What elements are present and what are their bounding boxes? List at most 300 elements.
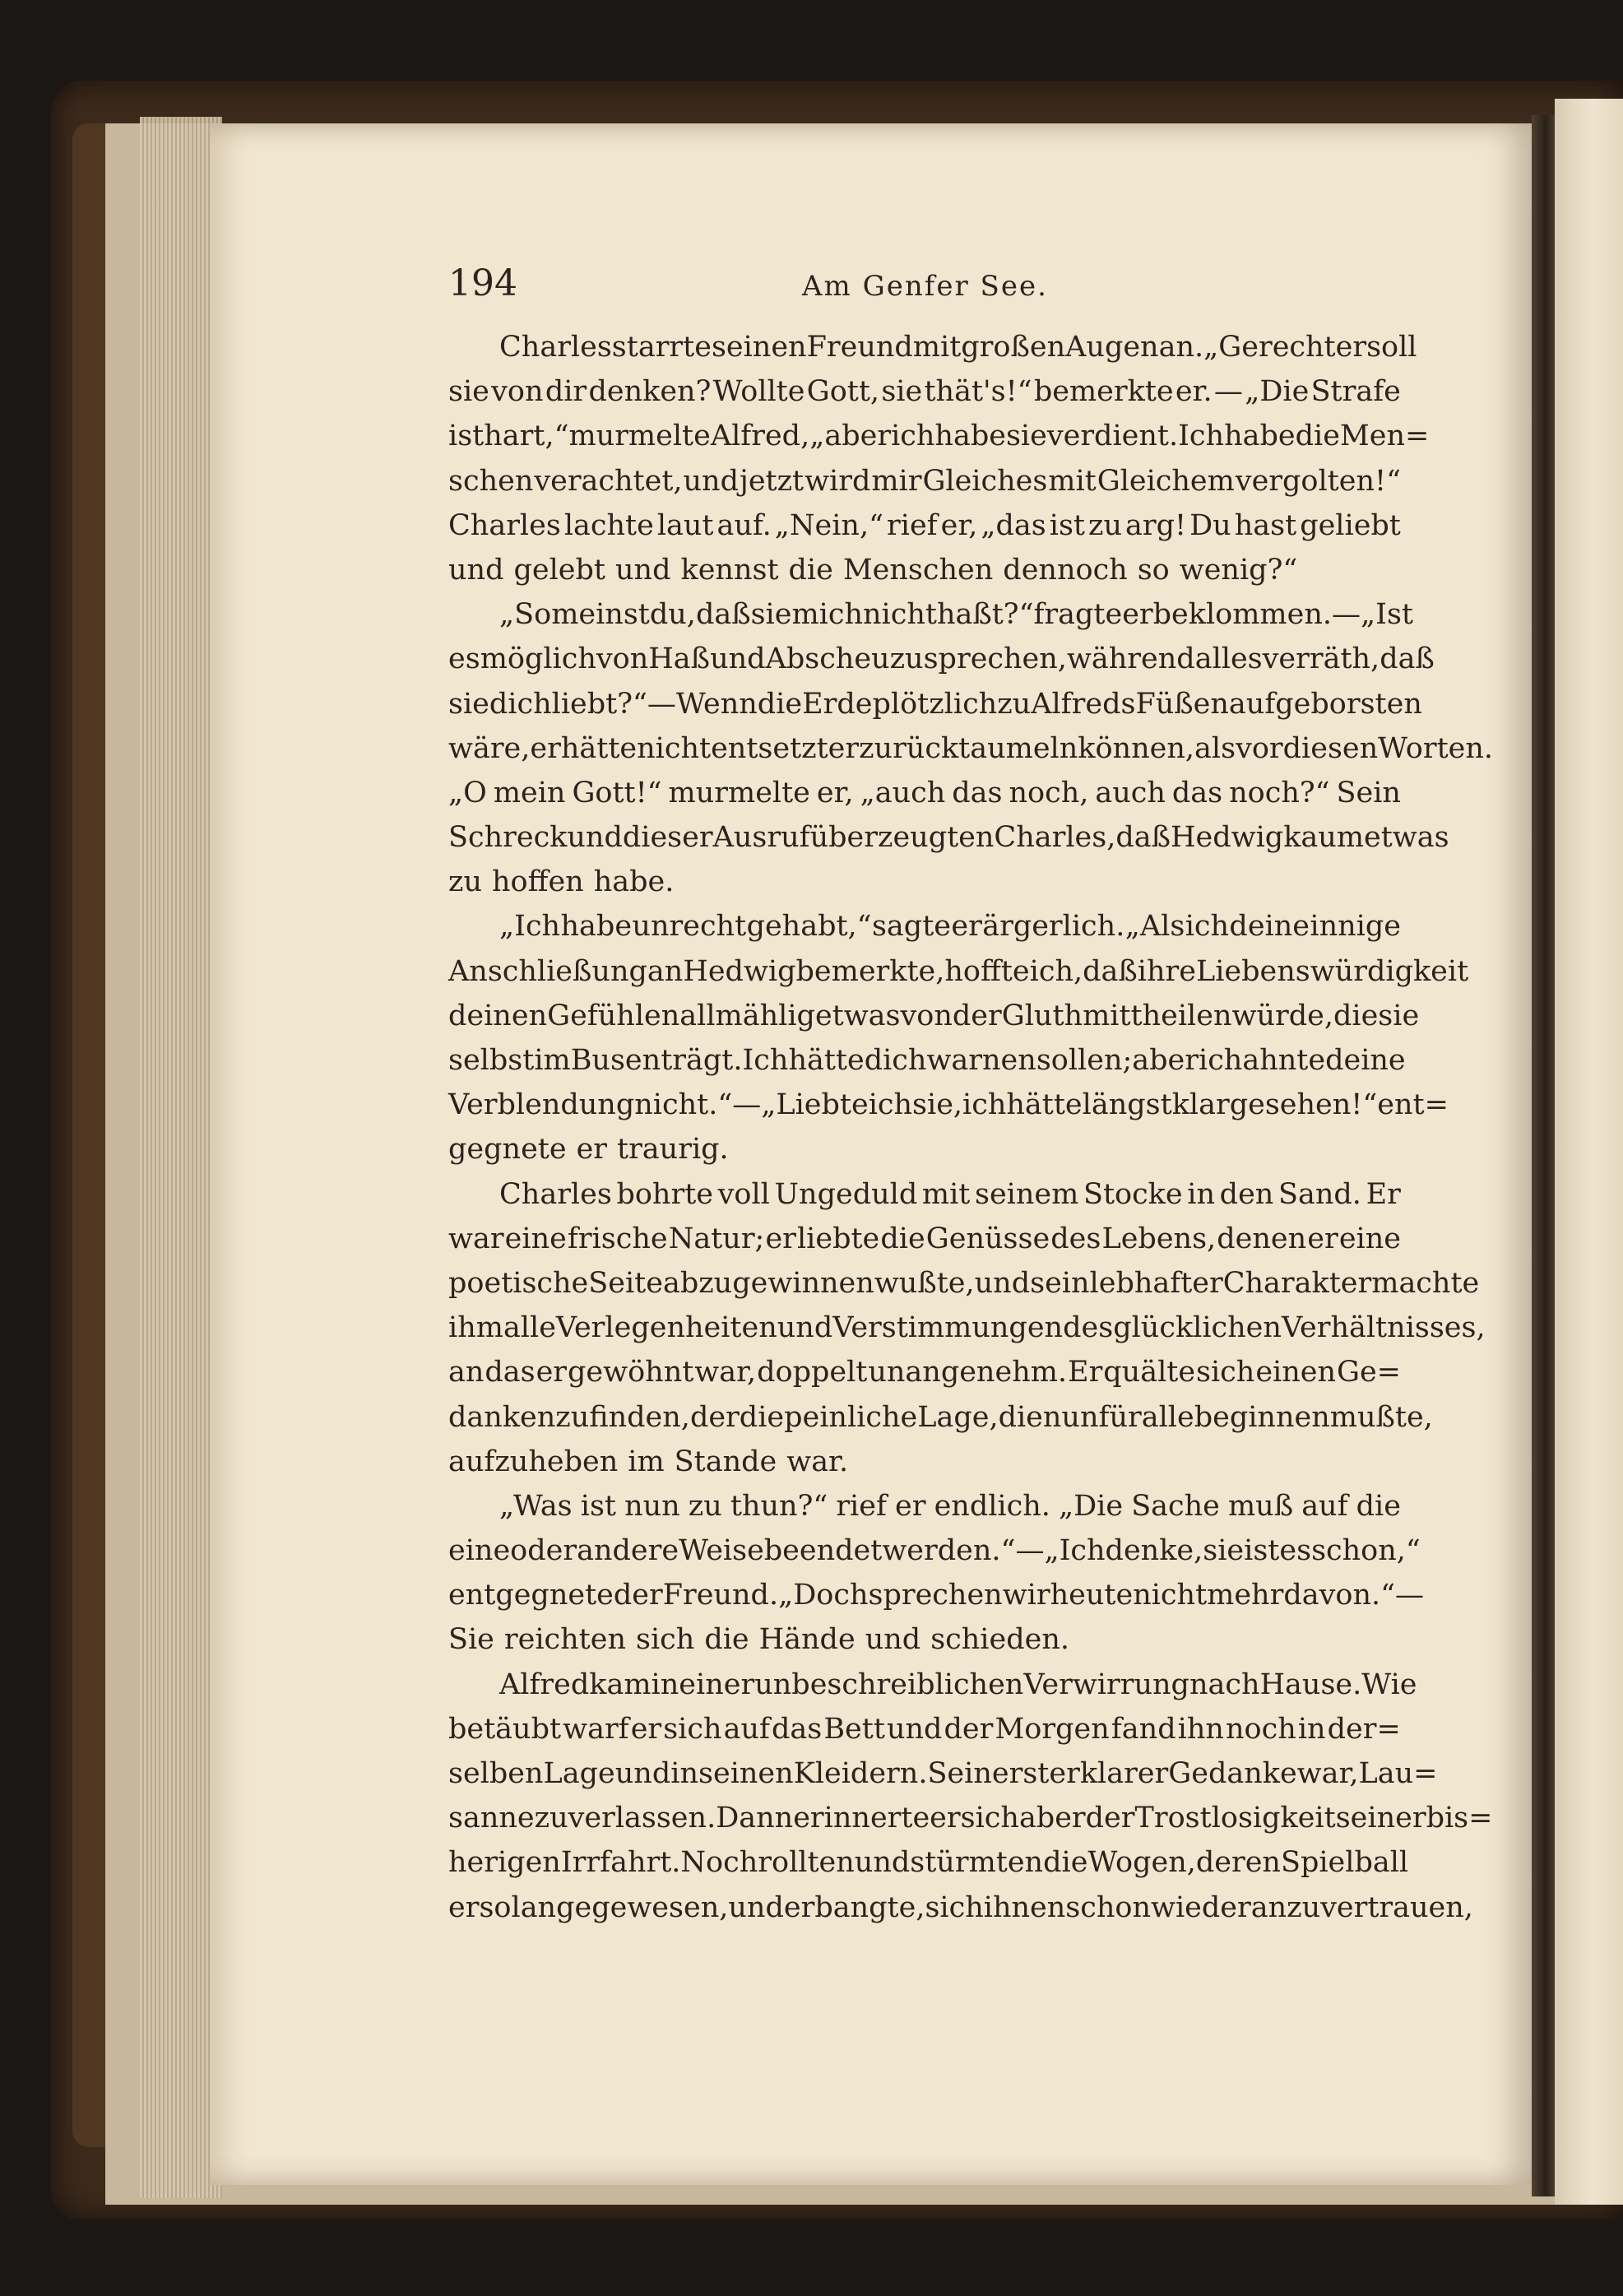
text-word: sie [448, 687, 489, 721]
text-word: hätte [560, 731, 638, 765]
text-word: „aber [809, 420, 892, 453]
text-word: lachte [563, 508, 654, 542]
text-word: warf [563, 1712, 629, 1746]
text-word: Liebenswürdigkeit [1195, 954, 1469, 988]
text-word: Sache [1131, 1489, 1220, 1523]
text-word: noch [1226, 1712, 1296, 1746]
text-word: seinen [698, 1757, 794, 1790]
text-word: sagte [871, 910, 951, 944]
text-word: Wie [1361, 1667, 1417, 1701]
text-line [448, 1172, 1401, 1217]
text-word: Ich [742, 1044, 789, 1077]
text-word: er [1307, 1222, 1338, 1255]
text-word: ist [580, 1489, 616, 1523]
running-title: Am Genfer See. [802, 270, 1048, 303]
text-word: vor [1236, 731, 1283, 765]
text-word: in [651, 1667, 679, 1701]
text-word: starrte [611, 331, 712, 364]
text-word: schieden. [930, 1623, 1069, 1657]
text-word: ahnte [1242, 1044, 1326, 1077]
text-word: Morgen [995, 1712, 1110, 1746]
text-word: ihre [1137, 954, 1196, 988]
text-word: dennoch [1003, 553, 1128, 587]
text-word: die [998, 1400, 1043, 1434]
text-line [448, 1306, 1486, 1350]
text-word: zu [889, 642, 924, 676]
text-word: habe [560, 910, 633, 944]
text-word: Wogen, [1087, 1846, 1196, 1880]
text-word: verräth, [1262, 642, 1380, 676]
text-word: Er [1366, 1177, 1401, 1211]
text-word: mich [791, 598, 863, 632]
text-word: möglich [480, 642, 596, 676]
text-word: auf [723, 1712, 770, 1746]
text-word: das [485, 1356, 536, 1389]
text-word: mittheilen [1083, 999, 1232, 1032]
text-word: er [895, 1489, 926, 1523]
text-word: vergolten!“ [1235, 464, 1401, 498]
text-line [448, 1440, 1401, 1484]
text-word: Bett [823, 1712, 885, 1746]
text-word: sprechen, [923, 642, 1067, 676]
text-word: aber [1132, 1044, 1199, 1077]
text-word: Charles [499, 331, 612, 364]
text-word: können, [1078, 731, 1195, 765]
text-word: Irrfahrt. [560, 1846, 681, 1880]
text-word: einer [679, 1667, 755, 1701]
text-word: wird [805, 464, 871, 498]
text-word: geliebt [1300, 508, 1401, 542]
text-word: mein [493, 776, 566, 809]
text-word: machte [1371, 1266, 1480, 1300]
text-word: Verwirrung [1023, 1667, 1189, 1701]
text-word: Schreck [448, 821, 568, 855]
text-word: rollten [758, 1846, 855, 1880]
text-line [448, 592, 1413, 637]
text-word: war [448, 1222, 504, 1255]
text-word: andere [577, 1534, 679, 1568]
text-line [448, 325, 1417, 369]
text-word: endlich. [934, 1489, 1050, 1523]
text-word: Verhältnisses, [1281, 1311, 1486, 1345]
text-word: danken [448, 1400, 556, 1434]
text-word: an. [1158, 331, 1204, 364]
text-word: voll [717, 1177, 770, 1211]
text-word: er, [816, 776, 854, 809]
text-word: fragte [1033, 598, 1123, 632]
text-word: die [739, 1400, 785, 1434]
text-line [448, 548, 1401, 592]
text-word: — [1015, 1534, 1045, 1568]
text-word: die [880, 1222, 925, 1255]
text-word: es [448, 642, 480, 676]
text-word: Strafe [1310, 375, 1401, 409]
text-word: seiner [1335, 1802, 1426, 1835]
text-word: die [788, 553, 833, 587]
text-word: in [1187, 1177, 1216, 1211]
text-word: schon [1065, 1890, 1152, 1924]
text-line [448, 815, 1449, 860]
text-word: „Doch [778, 1579, 869, 1612]
text-word: Du [1189, 508, 1231, 542]
text-word: nun [624, 1489, 680, 1523]
text-word: liebt?“ [551, 687, 647, 721]
text-word: wußte, [874, 1266, 975, 1300]
text-word: „Ich [1044, 1534, 1106, 1568]
text-word: mir [871, 464, 922, 498]
text-word: war. [786, 1445, 849, 1478]
text-word: Genüsse [925, 1222, 1050, 1255]
text-word: ihm [448, 1311, 503, 1345]
text-word: Men= [1339, 420, 1430, 453]
text-word: die [704, 1623, 749, 1657]
text-word: hast [1234, 508, 1297, 542]
text-word: thun?“ [730, 1489, 828, 1523]
text-word: aufgeborsten [1228, 687, 1422, 721]
text-word: dich [489, 687, 552, 721]
text-word: arg! [1125, 508, 1187, 542]
text-word: Wollte [712, 375, 805, 409]
text-word: nicht [863, 598, 937, 632]
text-word: Spielball [1280, 1846, 1409, 1880]
text-word: seinem [975, 1177, 1079, 1211]
text-word: sie [750, 598, 792, 632]
text-word: — [1213, 375, 1243, 409]
text-word: zu [1088, 508, 1122, 542]
text-word: und [567, 821, 623, 855]
text-word: diesen [1282, 731, 1379, 765]
text-word: Dann [716, 1802, 794, 1835]
text-word: Lau= [1358, 1757, 1438, 1790]
text-word: traurig. [617, 1133, 729, 1167]
text-word: Hedwig [683, 954, 796, 988]
text-word: Weise [679, 1534, 764, 1568]
text-word: fand [1111, 1712, 1176, 1746]
text-word: Menschen [842, 553, 994, 587]
text-word: davon.“ [1283, 1579, 1396, 1612]
text-word: gewesen, [591, 1890, 729, 1924]
text-word: innige [1310, 910, 1401, 944]
text-word: — [732, 1088, 762, 1122]
text-word: die [757, 687, 803, 721]
text-word: Alfred [499, 1667, 590, 1701]
text-word: und [854, 1846, 911, 1880]
text-word: nicht [637, 731, 712, 765]
text-word: daß [1115, 821, 1171, 855]
text-word: gelebt [513, 553, 605, 587]
text-word: es [1279, 1534, 1312, 1568]
text-word: mit [912, 331, 962, 364]
text-word: dieser [622, 821, 713, 855]
text-word: ent= [1377, 1088, 1449, 1122]
text-word: aufzuheben [448, 1445, 619, 1478]
text-word: bangte, [814, 1890, 925, 1924]
text-word: Sand. [1278, 1177, 1361, 1211]
text-word: für [1098, 1400, 1142, 1434]
text-word: und [974, 1266, 1031, 1300]
text-word: entsetzter [711, 731, 860, 765]
text-word: selben [448, 1757, 544, 1790]
running-head [448, 259, 1401, 308]
text-word: frische [567, 1222, 668, 1255]
text-word: etwas [1364, 821, 1449, 855]
text-word: murmelte [668, 776, 810, 809]
text-line [448, 1217, 1401, 1261]
text-word: von [491, 375, 544, 409]
text-word: sein [1030, 1266, 1090, 1300]
text-word: sich [636, 1623, 695, 1657]
text-word: denen [1217, 1222, 1307, 1255]
text-word: laut [656, 508, 714, 542]
text-word: zu [688, 1489, 722, 1523]
text-line [448, 1707, 1401, 1751]
text-word: die [1043, 1846, 1088, 1880]
text-word: „Die [1245, 375, 1310, 409]
text-word: ich [868, 1088, 913, 1122]
text-word: wieder [1151, 1890, 1251, 1924]
text-word: alle [1141, 1400, 1194, 1434]
text-word: Worten. [1378, 731, 1494, 765]
text-word: ihnen [983, 1890, 1066, 1924]
text-line [448, 503, 1401, 548]
text-word: thät's!“ [924, 375, 1032, 409]
text-word: „Gerechter [1203, 331, 1367, 364]
text-word: deinen [448, 999, 548, 1032]
text-word: als [1194, 731, 1236, 765]
text-word: Verstimmungen [832, 1311, 1064, 1345]
text-word: Wenn [675, 687, 758, 721]
text-word: Freund [806, 331, 913, 364]
text-word: Trostlosigkeit [1134, 1802, 1336, 1835]
text-word: auf [1301, 1489, 1348, 1523]
text-word: Kleidern. [793, 1757, 928, 1790]
text-word: der= [1327, 1712, 1401, 1746]
text-word: reichten [503, 1623, 626, 1657]
text-word: plötzlich [872, 687, 998, 721]
text-word: nicht.“ [634, 1088, 733, 1122]
text-word: „So [499, 598, 552, 632]
text-word: unangenehm. [868, 1356, 1068, 1389]
text-word: einen [1255, 1356, 1337, 1389]
text-word: sie [1005, 420, 1047, 453]
text-word: das [772, 1712, 823, 1746]
text-word: Charles, [994, 821, 1116, 855]
text-word: Lage [543, 1757, 615, 1790]
text-word: „Ich [499, 910, 561, 944]
text-word: wenig?“ [1179, 553, 1298, 587]
text-line [448, 860, 1401, 904]
text-word: betäubt [448, 1712, 562, 1746]
text-word: beendet [763, 1534, 883, 1568]
text-word: auf. [716, 508, 772, 542]
text-word: sich [925, 1890, 984, 1924]
text-word: sprechen [868, 1579, 1003, 1612]
text-word: Hedwig [1171, 821, 1284, 855]
text-word: Ge= [1336, 1356, 1401, 1389]
text-word: alles [1194, 642, 1263, 676]
text-word: Ausruf [712, 821, 810, 855]
cover-edge [72, 123, 105, 2147]
text-word: du, [649, 598, 696, 632]
text-word: Alfreds [1031, 687, 1136, 721]
text-word: etwas [814, 999, 901, 1032]
text-word: Busen [570, 1044, 661, 1077]
text-word: quälte [1103, 1356, 1196, 1389]
text-word: großen [961, 331, 1066, 364]
text-word: ist [1244, 1534, 1280, 1568]
text-word: „auch [860, 776, 946, 809]
text-line [448, 771, 1401, 815]
text-word: selbst [448, 1044, 535, 1077]
text-word: „Was [499, 1489, 573, 1523]
text-word: nicht [1133, 1579, 1208, 1612]
text-word: aber [1018, 1802, 1086, 1835]
text-word: abzugewinnen [662, 1266, 874, 1300]
text-word: — [1395, 1579, 1425, 1612]
text-word: Natur; [668, 1222, 765, 1255]
text-word: den [1219, 1177, 1274, 1211]
text-word: das [952, 776, 1003, 809]
text-line [448, 1886, 1473, 1930]
text-word: hätte [788, 1044, 865, 1077]
text-word: beklommen. [1152, 598, 1333, 632]
text-line [448, 1127, 1401, 1171]
text-word: jetzt [739, 464, 805, 498]
text-word: die [1295, 420, 1340, 453]
text-word: „das [981, 508, 1046, 542]
text-word: er [1122, 598, 1153, 632]
text-word: kennst [680, 553, 779, 587]
text-word: hätte [1006, 1088, 1083, 1122]
text-word: Hause. [1259, 1667, 1362, 1701]
text-word: so [479, 1890, 512, 1924]
text-word: trägt. [661, 1044, 743, 1077]
text-word: würde, [1231, 999, 1333, 1032]
text-word: ich, [1029, 954, 1083, 988]
text-word: denken? [588, 375, 712, 409]
text-word: murmelte [568, 420, 711, 453]
text-word: Lage, [917, 1400, 999, 1434]
text-word: gegnete [448, 1133, 567, 1167]
text-word: verachtet, [534, 464, 683, 498]
text-line [448, 459, 1401, 503]
text-word: auch [1095, 776, 1166, 809]
text-word: liebte [796, 1222, 880, 1255]
text-word: sich [663, 1712, 722, 1746]
text-line [448, 1484, 1401, 1528]
text-word: überzeugten [809, 821, 995, 855]
text-word: werden.“ [882, 1534, 1016, 1568]
text-line [448, 904, 1401, 949]
text-word: er [448, 1890, 480, 1924]
text-word: oder [510, 1534, 577, 1568]
text-word: Verlegenheiten [555, 1311, 777, 1345]
text-word: Charakter [1222, 1266, 1372, 1300]
text-word: er [536, 1356, 568, 1389]
text-word: ich [891, 420, 935, 453]
text-word: Augen [1065, 331, 1159, 364]
text-word: die [1356, 1489, 1401, 1523]
text-word: herigen [448, 1846, 561, 1880]
text-word: Gott, [806, 375, 880, 409]
text-word: bemerkte [1033, 375, 1174, 409]
text-word: er, [940, 508, 978, 542]
text-word: kaum [1283, 821, 1365, 855]
text-line [448, 1663, 1417, 1707]
text-word: heute [1050, 1579, 1134, 1612]
text-word: Gluth [1001, 999, 1083, 1032]
text-word: rief [887, 508, 938, 542]
text-word: seinen [711, 331, 807, 364]
text-word: Gleichem [1097, 464, 1235, 498]
text-word: — [647, 687, 676, 721]
text-word: und [886, 1712, 943, 1746]
text-word: zu [555, 1400, 590, 1434]
text-word: ist [448, 420, 485, 453]
text-word: deine [1229, 910, 1310, 944]
text-word: der [1085, 1802, 1135, 1835]
text-word: ärgerlich. [982, 910, 1125, 944]
text-word: Ich [1178, 420, 1225, 453]
text-word: lebhafter [1089, 1266, 1223, 1300]
text-word: sie [881, 375, 923, 409]
text-word: nach [1189, 1667, 1260, 1701]
text-word: habe [1224, 420, 1296, 453]
text-line [448, 1528, 1421, 1573]
text-word: kam [589, 1667, 652, 1701]
text-word: schon,“ [1311, 1534, 1421, 1568]
text-word: und [710, 642, 766, 676]
text-word: glücklichen [1113, 1311, 1282, 1345]
text-word: bohrte [616, 1177, 713, 1211]
text-word: der [952, 999, 1002, 1032]
text-word: Freund. [662, 1579, 779, 1612]
text-word: war, [694, 1356, 757, 1389]
text-word: und [777, 1311, 833, 1345]
text-word: die [1333, 999, 1379, 1032]
text-word: Hände [758, 1623, 856, 1657]
facing-page-edge [1555, 99, 1623, 2205]
text-word: Stande [674, 1445, 777, 1478]
text-word: Abscheu [765, 642, 890, 676]
text-word: Füßen [1135, 687, 1229, 721]
text-word: er [530, 731, 561, 765]
text-word: dich [864, 1044, 927, 1077]
text-word: hoffen [491, 865, 584, 899]
text-word: verlassen. [568, 1802, 716, 1835]
text-word: Lebens, [1101, 1222, 1217, 1255]
text-word: soll [1366, 331, 1417, 364]
text-word: während [1066, 642, 1195, 676]
text-word: war, [1296, 1757, 1359, 1790]
text-word: unrecht [632, 910, 747, 944]
text-line [448, 1038, 1406, 1083]
text-line [448, 1261, 1480, 1306]
text-line [448, 414, 1430, 458]
text-word: sie [1378, 999, 1420, 1032]
text-word: hoffte [944, 954, 1030, 988]
text-word: klar [1171, 1088, 1230, 1122]
text-word: er [630, 1712, 662, 1746]
text-word: eine [1338, 1222, 1401, 1255]
text-word: meinst [551, 598, 650, 632]
text-word: bemerkte, [795, 954, 945, 988]
text-line [448, 1751, 1438, 1796]
text-word: muß [1227, 1489, 1294, 1523]
text-word: und [448, 553, 504, 587]
text-word: denke, [1105, 1534, 1203, 1568]
text-line [448, 949, 1469, 994]
